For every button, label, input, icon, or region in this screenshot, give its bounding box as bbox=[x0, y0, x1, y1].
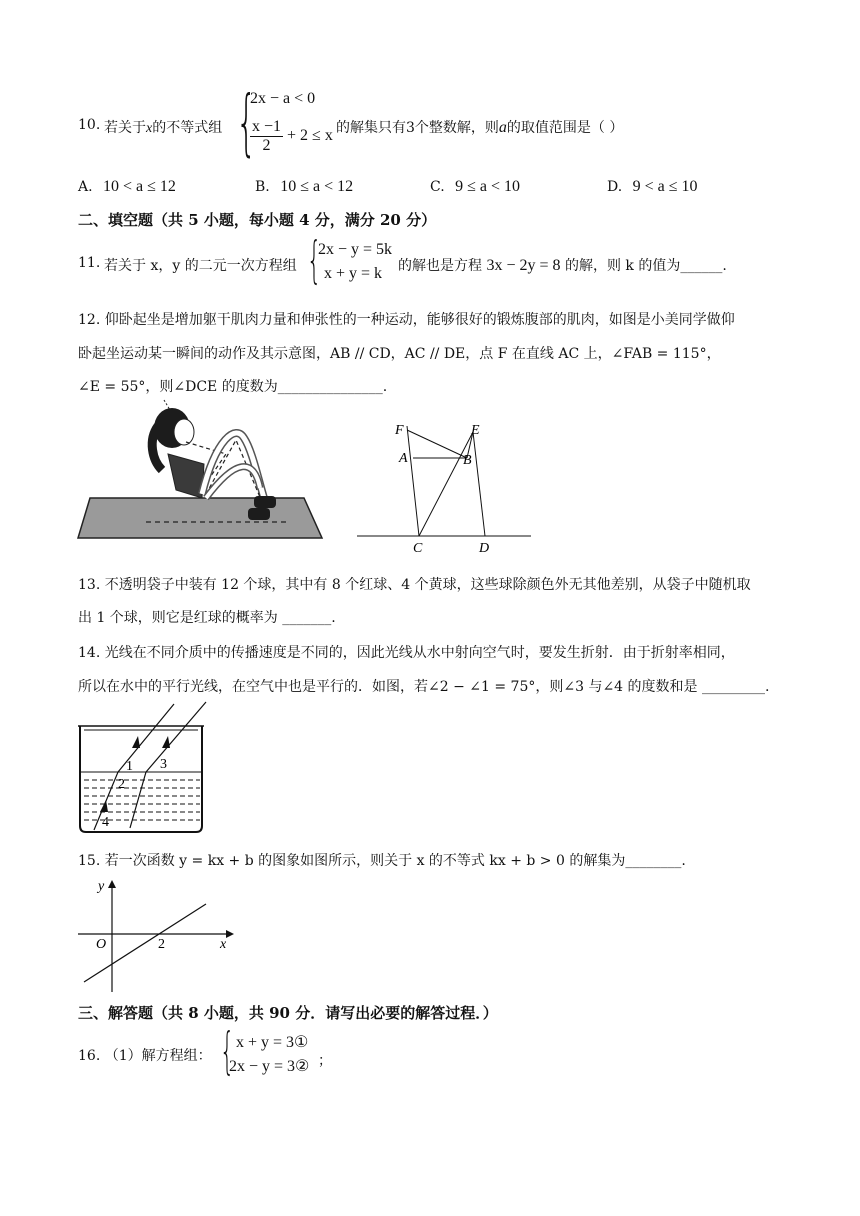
q10-var-a: a bbox=[498, 119, 507, 136]
q16-pre bbox=[78, 1045, 212, 1065]
q10-option-c[interactable] bbox=[430, 178, 520, 196]
label-f: F bbox=[395, 423, 404, 438]
q10-option-b[interactable] bbox=[255, 178, 353, 196]
q14-number: 14. bbox=[78, 645, 101, 661]
line-fb bbox=[407, 430, 467, 458]
line-fc bbox=[407, 426, 419, 536]
option-label: D. bbox=[607, 179, 623, 195]
label-d: D bbox=[479, 541, 490, 556]
label-e: E bbox=[471, 423, 480, 438]
label-a: A bbox=[399, 451, 408, 466]
q10-pre-text: 若关于 bbox=[104, 120, 146, 136]
label-x-axis: x bbox=[220, 937, 227, 952]
q15-line bbox=[78, 850, 686, 870]
light-ray-2 bbox=[130, 702, 206, 828]
beaker-outline bbox=[80, 726, 202, 832]
q10-mid-text: 的不等式组 bbox=[152, 120, 223, 136]
q10-option-a[interactable] bbox=[78, 178, 176, 196]
q16-post: ； bbox=[318, 1053, 332, 1069]
q12-line2: 卧起坐运动某一瞬间的动作及其示意图，AB // CD，AC // DE，点 F 在直线 AC 上，∠FAB = 115°， bbox=[78, 346, 721, 362]
label-x-intercept: 2 bbox=[158, 937, 165, 952]
q13-number: 13. bbox=[78, 577, 101, 593]
label-angle-2: 2 bbox=[118, 777, 125, 792]
q13-line2: 出 1 个球，则它是红球的概率为 _______. bbox=[78, 610, 336, 626]
person-shoe-2 bbox=[248, 508, 270, 520]
q11-eq3: 3x − 2y = 8 bbox=[486, 257, 561, 274]
q12-line3: ∠E = 55°，则∠DCE 的度数为_______________. bbox=[78, 379, 388, 395]
q11-post-text: 的解，则 k 的值为______. bbox=[564, 258, 727, 274]
q10-number: 10. bbox=[78, 117, 101, 133]
line-ce bbox=[419, 432, 473, 536]
q10-post-text: 的解集只有3个整数解，则 bbox=[336, 120, 499, 136]
q13-line1 bbox=[78, 574, 751, 594]
q10-var-x: x bbox=[146, 121, 153, 136]
person-face bbox=[174, 419, 194, 445]
label-origin: O bbox=[96, 937, 107, 952]
line-ed bbox=[473, 432, 485, 536]
q15-number: 15. bbox=[78, 853, 101, 869]
q10-fraction bbox=[250, 118, 283, 155]
q10-eq2-tail: + 2 ≤ x bbox=[287, 127, 333, 145]
person-shin-inner bbox=[206, 467, 260, 498]
q12-geometry-figure bbox=[355, 418, 535, 556]
q11-eq1: 2x − y = 5k bbox=[318, 241, 393, 258]
q11-mid-text: 的解也是方程 bbox=[398, 258, 482, 274]
q11-pre: 若关于 x，y 的二元一次方程组 bbox=[104, 258, 297, 274]
q14-beaker-figure bbox=[76, 700, 212, 836]
q10-frac-den: 2 bbox=[262, 137, 271, 154]
section3-heading: 三、解答题（共 8 小题，共 90 分．请写出必要的解答过程．） bbox=[78, 1004, 498, 1022]
option-text: 10 ≤ a < 12 bbox=[280, 178, 354, 195]
q16-brace: { bbox=[220, 1022, 235, 1080]
q15-text: 若一次函数 y = kx + b 的图象如图所示，则关于 x 的不等式 kx + b > 0 的解集为________. bbox=[104, 853, 686, 869]
q10-post bbox=[336, 117, 623, 137]
q16-number: 16. bbox=[78, 1048, 101, 1064]
q10-eq2 bbox=[250, 118, 333, 155]
label-angle-1: 1 bbox=[126, 759, 133, 774]
q16-eq1: x + y = 3① bbox=[236, 1034, 309, 1051]
option-label: A. bbox=[78, 179, 93, 195]
label-angle-4: 4 bbox=[102, 815, 109, 830]
q11-brace: { bbox=[307, 231, 322, 289]
situp-illustration bbox=[76, 398, 326, 540]
q14-line2: 所以在水中的平行光线，在空气中也是平行的．如图，若∠2 − ∠1 = 75°，则∠3 与∠4 的度数和是 _________. bbox=[78, 679, 770, 695]
arrow-head-2 bbox=[162, 736, 170, 748]
q10-option-d[interactable] bbox=[607, 178, 698, 196]
section2-heading: 二、填空题（共 5 小题，每小题 4 分，满分 20 分） bbox=[78, 211, 437, 229]
arrow-head-1 bbox=[132, 736, 140, 748]
option-label: C. bbox=[430, 179, 445, 195]
q12-line1 bbox=[78, 309, 735, 329]
option-text: 9 < a ≤ 10 bbox=[632, 178, 698, 195]
person-head-guide bbox=[164, 400, 170, 410]
q11-eq2: x + y = k bbox=[324, 265, 383, 282]
label-b: B bbox=[463, 453, 472, 468]
q12-number: 12. bbox=[78, 312, 101, 328]
q10-frac-num: x −1 bbox=[252, 118, 282, 135]
q16-eq2: 2x − y = 3② bbox=[229, 1058, 310, 1075]
q13-line1-text: 不透明袋子中装有 12 个球，其中有 8 个红球、4 个黄球，这些球除颜色外无其他差别，从袋子中随机取 bbox=[104, 577, 751, 593]
q11-mid bbox=[398, 255, 727, 275]
arrow-head-3 bbox=[100, 800, 108, 812]
q15-linear-graph bbox=[76, 876, 236, 994]
q11-number: 11. bbox=[78, 255, 101, 271]
label-angle-3: 3 bbox=[160, 757, 167, 772]
q10-tail-text: 的取值范围是（ ） bbox=[506, 120, 624, 136]
q12-line1-text: 仰卧起坐是增加躯干肌肉力量和伸张性的一种运动，能够很好的锻炼腹部的肌肉，如图是小美同学做仰 bbox=[104, 312, 735, 328]
q16-pre-text: （1）解方程组： bbox=[104, 1048, 212, 1064]
q10-eq1: 2x − a < 0 bbox=[250, 90, 316, 107]
option-label: B. bbox=[255, 179, 270, 195]
option-text: 10 < a ≤ 12 bbox=[103, 178, 176, 195]
y-axis-arrow bbox=[108, 880, 116, 888]
q14-line1 bbox=[78, 642, 735, 662]
x-axis-arrow bbox=[226, 930, 234, 938]
q14-line1-text: 光线在不同介质中的传播速度是不同的，因此光线从水中射向空气时，要发生折射．由于折射率相同， bbox=[104, 645, 735, 661]
q10-pre bbox=[104, 117, 222, 137]
person-shoe-1 bbox=[254, 496, 276, 508]
option-text: 9 ≤ a < 10 bbox=[455, 178, 521, 195]
q10-brace: { bbox=[236, 80, 257, 164]
label-c: C bbox=[413, 541, 423, 556]
label-y-axis: y bbox=[98, 879, 105, 894]
exercise-mat bbox=[78, 498, 322, 538]
